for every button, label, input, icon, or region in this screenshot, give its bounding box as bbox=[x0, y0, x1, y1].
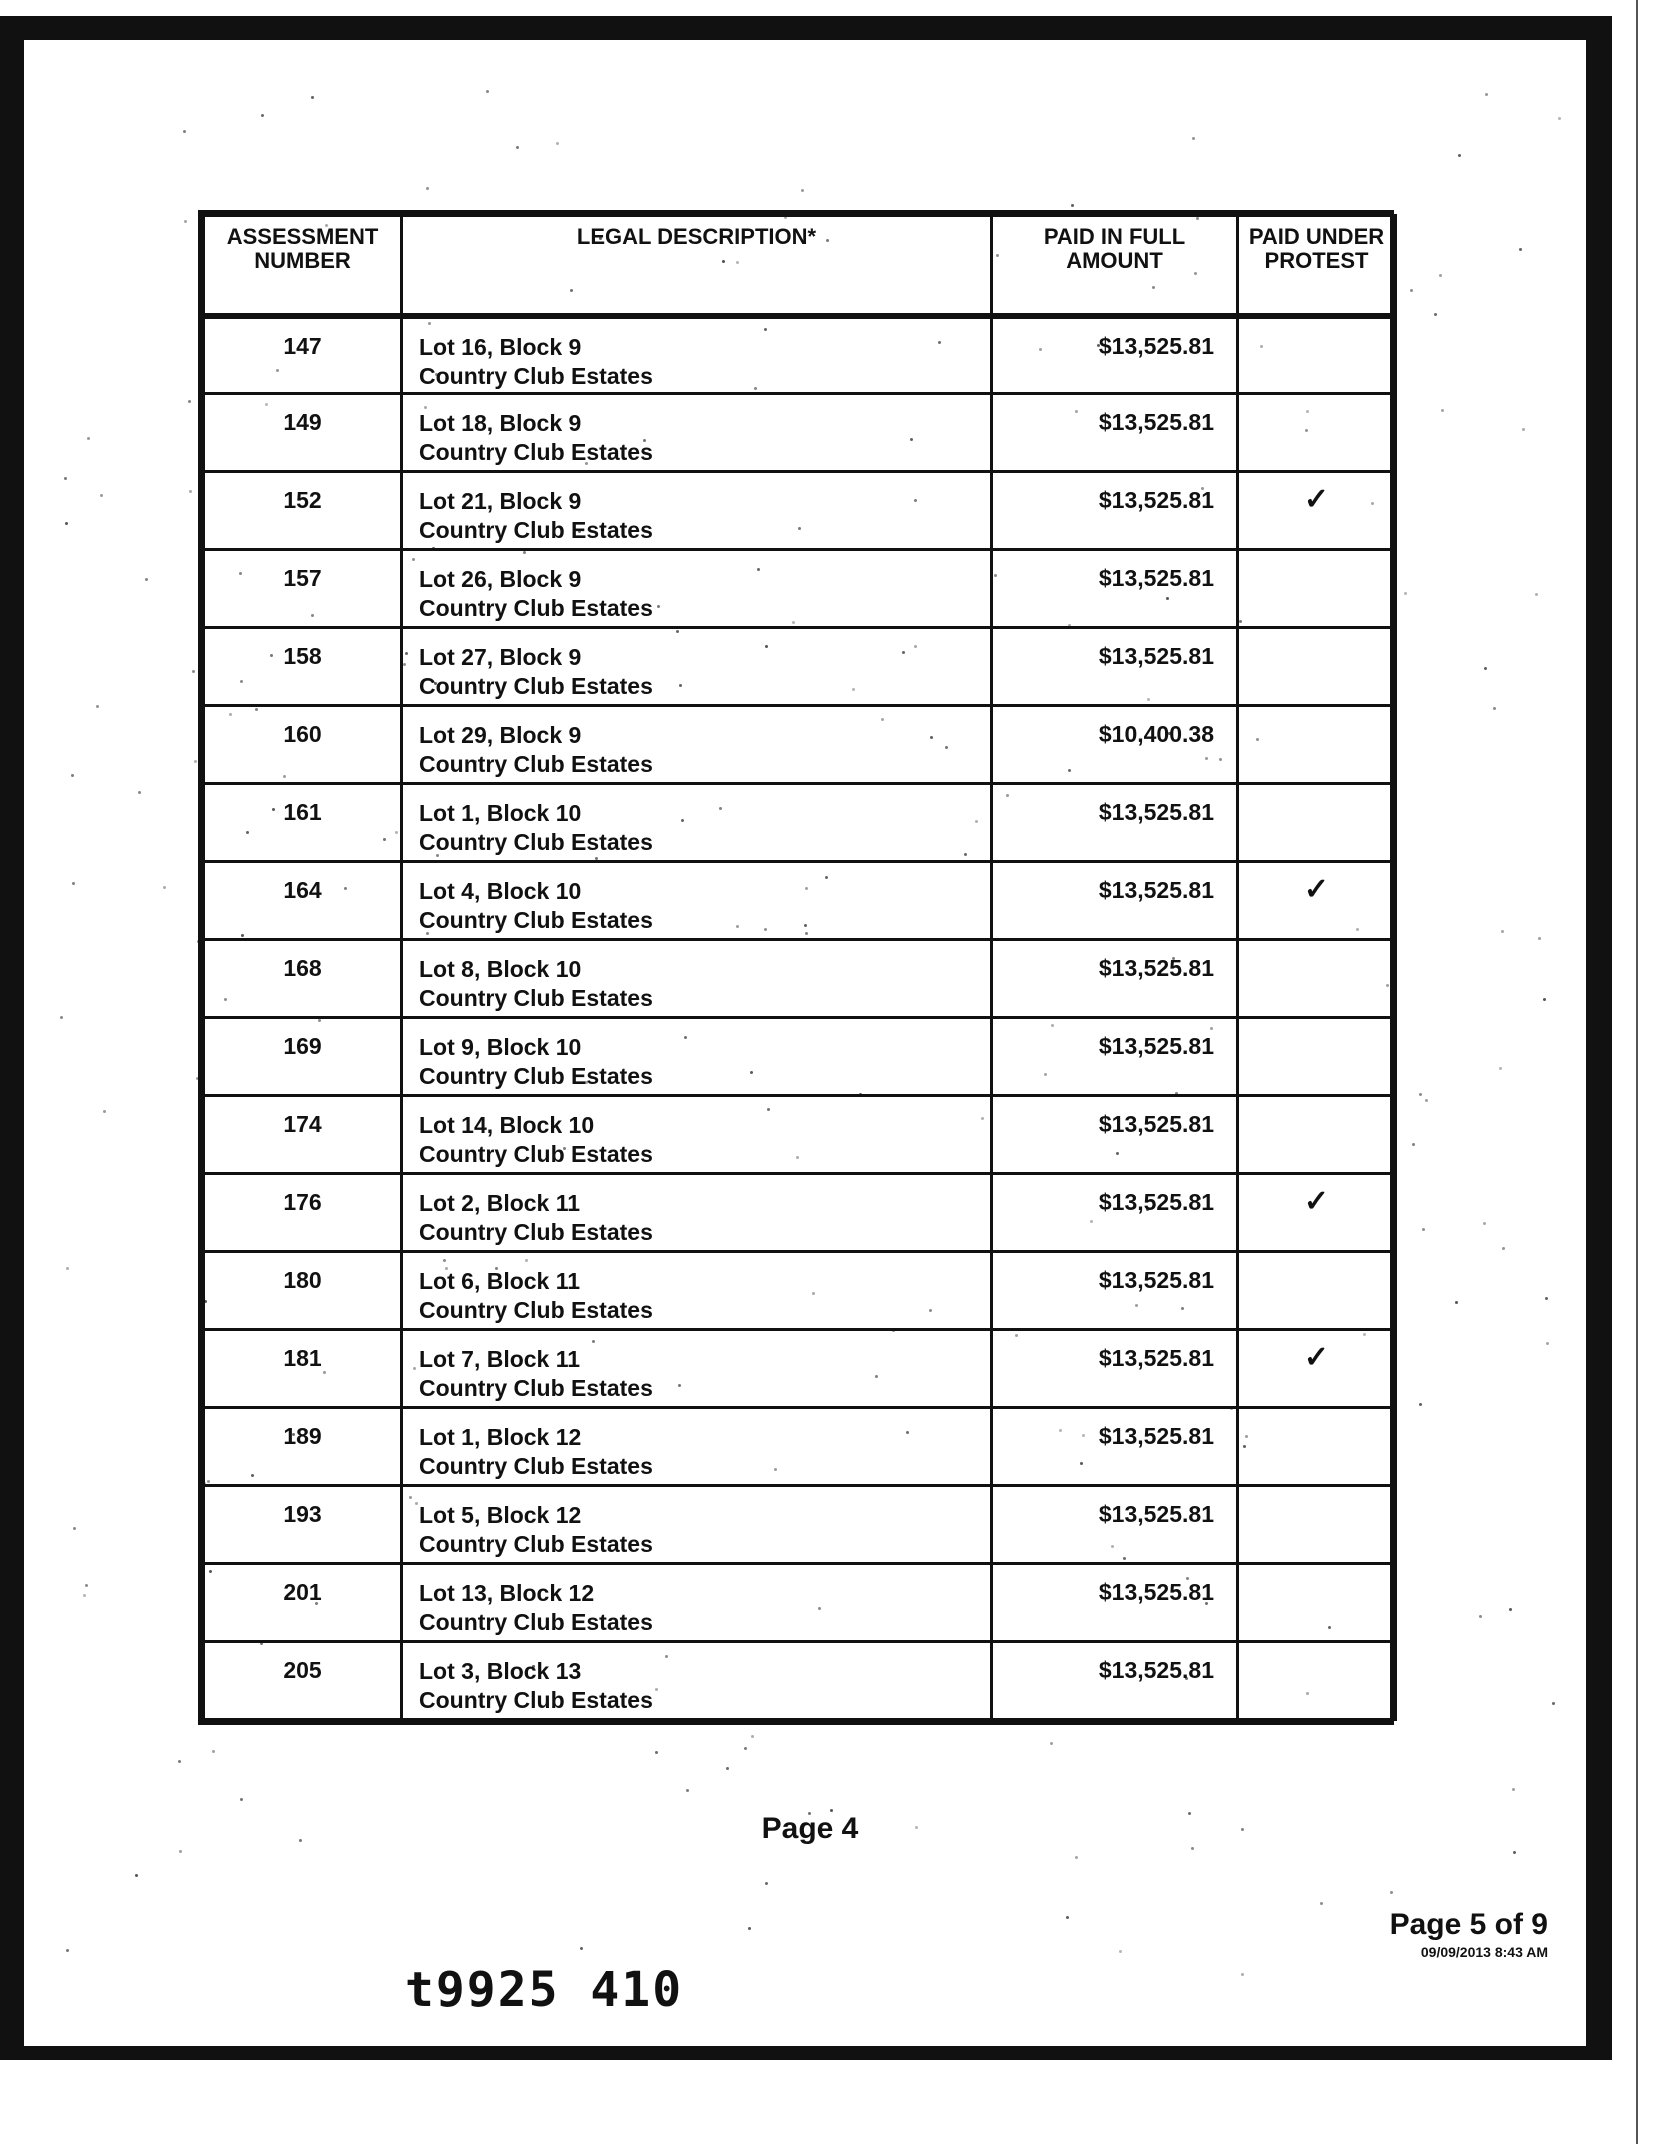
paid-under-protest-cell bbox=[1238, 1252, 1396, 1330]
lot-block-text: Lot 18, Block 9 bbox=[419, 410, 582, 436]
assessment-number-cell: 189 bbox=[204, 1408, 402, 1486]
paid-amount-cell: $13,525.81 bbox=[992, 628, 1238, 706]
legal-description-cell bbox=[402, 1408, 992, 1486]
legal-description-cell bbox=[402, 550, 992, 628]
assessment-number-cell: 164 bbox=[204, 862, 402, 940]
scan-speck bbox=[178, 1760, 181, 1763]
scan-speck bbox=[138, 791, 141, 794]
subdivision-text: Country Club Estates bbox=[419, 673, 653, 699]
checkmark-icon: ✓ bbox=[1303, 1341, 1330, 1374]
scan-speck bbox=[1513, 1851, 1516, 1854]
legal-description-cell bbox=[402, 472, 992, 550]
paid-under-protest-cell bbox=[1238, 1408, 1396, 1486]
assessment-number-cell: 176 bbox=[204, 1174, 402, 1252]
scan-speck bbox=[1545, 1297, 1548, 1300]
paid-amount-cell: $13,525.81 bbox=[992, 1096, 1238, 1174]
paid-amount-cell: $13,525.81 bbox=[992, 1330, 1238, 1408]
scan-speck bbox=[71, 774, 74, 777]
assessment-number-cell: 205 bbox=[204, 1642, 402, 1720]
paid-amount-cell: $13,525.81 bbox=[992, 394, 1238, 472]
header-legal-description: LEGAL DESCRIPTION* bbox=[402, 216, 992, 316]
paid-under-protest-cell bbox=[1238, 394, 1396, 472]
scan-speck bbox=[1458, 154, 1461, 157]
paid-under-protest-cell bbox=[1238, 316, 1396, 394]
assessment-number-cell: 169 bbox=[204, 1018, 402, 1096]
paid-under-protest-cell bbox=[1238, 1564, 1396, 1642]
legal-description-cell bbox=[402, 1564, 992, 1642]
paid-under-protest-cell bbox=[1238, 550, 1396, 628]
paid-amount-cell: $13,525.81 bbox=[992, 1486, 1238, 1564]
lot-block-text: Lot 6, Block 11 bbox=[419, 1268, 581, 1294]
inner-page-number: Page 4 bbox=[761, 1812, 859, 1845]
paid-amount-cell: $13,525.81 bbox=[992, 1564, 1238, 1642]
paid-under-protest-cell bbox=[1238, 1096, 1396, 1174]
lot-block-text: Lot 16, Block 9 bbox=[419, 333, 582, 360]
scan-speck bbox=[751, 1735, 754, 1738]
table-row bbox=[204, 1096, 1396, 1174]
paid-amount-cell: $13,525.81 bbox=[992, 550, 1238, 628]
scan-speck bbox=[1441, 409, 1444, 412]
table-row bbox=[204, 1486, 1396, 1564]
scan-speck bbox=[686, 1789, 689, 1792]
scan-speck bbox=[1439, 274, 1442, 277]
paid-under-protest-cell bbox=[1238, 1018, 1396, 1096]
paid-amount-cell: $13,525.81 bbox=[992, 1642, 1238, 1720]
lot-block-text: Lot 7, Block 11 bbox=[419, 1346, 581, 1372]
assessment-number-cell: 181 bbox=[204, 1330, 402, 1408]
scan-speck bbox=[801, 189, 804, 192]
scan-speck bbox=[1412, 1143, 1415, 1146]
table-row bbox=[204, 706, 1396, 784]
scan-speck bbox=[72, 882, 75, 885]
legal-description-cell bbox=[402, 1330, 992, 1408]
paid-under-protest-cell bbox=[1238, 1330, 1396, 1408]
scan-speck bbox=[1519, 248, 1522, 251]
scan-speck bbox=[1558, 117, 1561, 120]
table-row bbox=[204, 862, 1396, 940]
table-row bbox=[204, 940, 1396, 1018]
header-assessment-number: ASSESSMENT NUMBER bbox=[204, 216, 402, 316]
scan-speck bbox=[85, 1584, 88, 1587]
subdivision-text: Country Club Estates bbox=[419, 1375, 653, 1401]
paid-amount-cell: $13,525.81 bbox=[992, 1408, 1238, 1486]
legal-description-cell bbox=[402, 628, 992, 706]
scan-frame-bottom bbox=[0, 2046, 1610, 2060]
paid-under-protest-cell bbox=[1238, 784, 1396, 862]
subdivision-text: Country Club Estates bbox=[419, 517, 653, 543]
lot-block-text: Lot 9, Block 10 bbox=[419, 1034, 582, 1060]
scan-speck bbox=[1484, 667, 1487, 670]
scan-speck bbox=[188, 400, 191, 403]
scan-speck bbox=[726, 1767, 729, 1770]
lot-block-text: Lot 27, Block 9 bbox=[419, 644, 582, 670]
paid-amount-cell: $13,525.81 bbox=[992, 862, 1238, 940]
subdivision-text: Country Club Estates bbox=[419, 595, 653, 621]
subdivision-text: Country Club Estates bbox=[419, 1141, 653, 1167]
table-row bbox=[204, 1174, 1396, 1252]
subdivision-text: Country Club Estates bbox=[419, 1063, 653, 1089]
lot-block-text: Lot 14, Block 10 bbox=[419, 1112, 595, 1138]
lot-block-text: Lot 4, Block 10 bbox=[419, 878, 582, 904]
legal-description-cell bbox=[402, 940, 992, 1018]
scan-speck bbox=[100, 494, 103, 497]
assessment-number-cell: 149 bbox=[204, 394, 402, 472]
table-row bbox=[204, 628, 1396, 706]
legal-description-cell bbox=[402, 316, 992, 394]
legal-description-cell bbox=[402, 784, 992, 862]
handwritten-document-number: t9925 410 bbox=[405, 1962, 684, 2018]
paid-amount-cell: $13,525.81 bbox=[992, 316, 1238, 394]
scan-speck bbox=[1419, 1403, 1422, 1406]
scan-speck bbox=[183, 130, 186, 133]
header-paid-in-full-amount: PAID IN FULL AMOUNT bbox=[992, 216, 1238, 316]
scan-speck bbox=[1192, 137, 1195, 140]
assessment-number-cell: 160 bbox=[204, 706, 402, 784]
table-row bbox=[204, 472, 1396, 550]
lot-block-text: Lot 1, Block 10 bbox=[419, 800, 582, 826]
table-row bbox=[204, 1252, 1396, 1330]
subdivision-text: Country Club Estates bbox=[419, 1531, 653, 1557]
scan-speck bbox=[1546, 1342, 1549, 1345]
scan-speck bbox=[1522, 428, 1525, 431]
scan-speck bbox=[66, 1267, 69, 1270]
scan-speck bbox=[1188, 1812, 1191, 1815]
legal-description-cell bbox=[402, 1174, 992, 1252]
table-row bbox=[204, 1408, 1396, 1486]
paid-under-protest-cell bbox=[1238, 1486, 1396, 1564]
table-row bbox=[204, 1330, 1396, 1408]
legal-description-cell bbox=[402, 1486, 992, 1564]
paid-under-protest-cell bbox=[1238, 1642, 1396, 1720]
lot-block-text: Lot 1, Block 12 bbox=[419, 1424, 582, 1450]
table-row bbox=[204, 1642, 1396, 1720]
lot-block-text: Lot 3, Block 13 bbox=[419, 1658, 582, 1684]
table-row bbox=[204, 784, 1396, 862]
checkmark-icon: ✓ bbox=[1303, 1185, 1330, 1218]
lot-block-text: Lot 2, Block 11 bbox=[419, 1190, 581, 1216]
scan-speck bbox=[1543, 998, 1546, 1001]
scan-speck bbox=[1066, 1916, 1069, 1919]
scan-speck bbox=[299, 1839, 302, 1842]
assessment-number-cell: 180 bbox=[204, 1252, 402, 1330]
paid-under-protest-cell bbox=[1238, 940, 1396, 1018]
scan-speck bbox=[1509, 1608, 1512, 1611]
print-timestamp: 09/09/2013 8:43 AM bbox=[1420, 1944, 1548, 1960]
lot-block-text: Lot 8, Block 10 bbox=[419, 956, 582, 982]
paid-amount-cell: $13,525.81 bbox=[992, 1174, 1238, 1252]
paid-amount-cell: $10,400.38 bbox=[992, 706, 1238, 784]
scan-speck bbox=[1071, 204, 1074, 207]
page-of-total: Page 5 of 9 bbox=[1389, 1908, 1548, 1941]
subdivision-text: Country Club Estates bbox=[419, 1297, 653, 1323]
header-paid-under-protest: PAID UNDER PROTEST bbox=[1238, 216, 1396, 316]
scan-speck bbox=[765, 1882, 768, 1885]
table-row bbox=[204, 550, 1396, 628]
lot-block-text: Lot 5, Block 12 bbox=[419, 1502, 582, 1528]
assessment-number-cell: 147 bbox=[204, 316, 402, 394]
legal-description-cell bbox=[402, 1252, 992, 1330]
paid-under-protest-cell bbox=[1238, 628, 1396, 706]
scan-speck bbox=[261, 114, 264, 117]
legal-description-cell bbox=[402, 1096, 992, 1174]
scan-speck bbox=[60, 1016, 63, 1019]
checkmark-icon: ✓ bbox=[1303, 873, 1330, 906]
scan-speck bbox=[1119, 1950, 1122, 1953]
subdivision-text: Country Club Estates bbox=[419, 362, 653, 389]
paid-under-protest-cell bbox=[1238, 1174, 1396, 1252]
assessment-number-cell: 201 bbox=[204, 1564, 402, 1642]
assessment-number-cell: 152 bbox=[204, 472, 402, 550]
lot-block-text: Lot 29, Block 9 bbox=[419, 722, 582, 748]
checkmark-icon: ✓ bbox=[1303, 483, 1330, 516]
table-row bbox=[204, 1018, 1396, 1096]
subdivision-text: Country Club Estates bbox=[419, 1609, 653, 1635]
legal-description-cell bbox=[402, 1018, 992, 1096]
scan-speck bbox=[83, 1594, 86, 1597]
assessment-number-cell: 161 bbox=[204, 784, 402, 862]
subdivision-text: Country Club Estates bbox=[419, 985, 653, 1011]
scan-speck bbox=[1434, 313, 1437, 316]
scan-speck bbox=[73, 1527, 76, 1530]
assessment-number-cell: 158 bbox=[204, 628, 402, 706]
legal-description-cell bbox=[402, 706, 992, 784]
assessment-number-cell: 157 bbox=[204, 550, 402, 628]
scan-speck bbox=[311, 96, 314, 99]
table-header-row bbox=[204, 216, 1396, 316]
table-row bbox=[204, 1564, 1396, 1642]
subdivision-text: Country Club Estates bbox=[419, 829, 653, 855]
paid-amount-cell: $13,525.81 bbox=[992, 472, 1238, 550]
assessment-number-cell: 174 bbox=[204, 1096, 402, 1174]
table-row bbox=[204, 394, 1396, 472]
page-edge-line bbox=[1636, 0, 1638, 2144]
paid-amount-cell: $13,525.81 bbox=[992, 784, 1238, 862]
paid-amount-cell: $13,525.81 bbox=[992, 1018, 1238, 1096]
assessment-table bbox=[198, 210, 1394, 1725]
lot-block-text: Lot 26, Block 9 bbox=[419, 566, 582, 592]
paid-under-protest-cell bbox=[1238, 706, 1396, 784]
assessment-number-cell: 193 bbox=[204, 1486, 402, 1564]
subdivision-text: Country Club Estates bbox=[419, 907, 653, 933]
subdivision-text: Country Club Estates bbox=[419, 1453, 653, 1479]
lot-block-text: Lot 13, Block 12 bbox=[419, 1580, 595, 1606]
table-row bbox=[204, 316, 1396, 394]
paid-amount-cell: $13,525.81 bbox=[992, 1252, 1238, 1330]
paid-amount-cell: $13,525.81 bbox=[992, 940, 1238, 1018]
scan-frame-left bbox=[0, 16, 24, 2060]
subdivision-text: Country Club Estates bbox=[419, 1219, 653, 1245]
scan-frame-top bbox=[0, 16, 1610, 40]
paid-under-protest-cell bbox=[1238, 862, 1396, 940]
scan-speck bbox=[1479, 1615, 1482, 1618]
paid-under-protest-cell bbox=[1238, 472, 1396, 550]
scan-speck bbox=[426, 187, 429, 190]
legal-description-cell bbox=[402, 1642, 992, 1720]
assessment-number-cell: 168 bbox=[204, 940, 402, 1018]
scan-frame-right bbox=[1586, 16, 1612, 2060]
subdivision-text: Country Club Estates bbox=[419, 439, 653, 465]
lot-block-text: Lot 21, Block 9 bbox=[419, 488, 582, 514]
scan-speck bbox=[486, 90, 489, 93]
subdivision-text: Country Club Estates bbox=[419, 1687, 653, 1713]
legal-description-cell bbox=[402, 862, 992, 940]
subdivision-text: Country Club Estates bbox=[419, 751, 653, 777]
scan-speck bbox=[1191, 1847, 1194, 1850]
legal-description-cell bbox=[402, 394, 992, 472]
scan-speck bbox=[1241, 1828, 1244, 1831]
scan-speck bbox=[66, 1949, 69, 1952]
scan-speck bbox=[1512, 1788, 1515, 1791]
